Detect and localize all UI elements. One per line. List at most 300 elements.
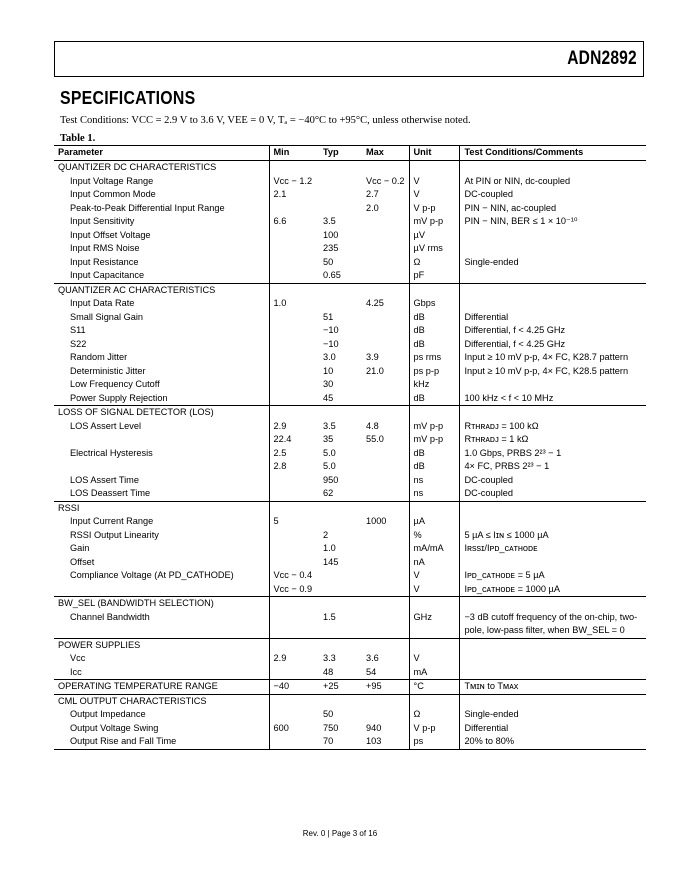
cell-typ [319,161,362,175]
cell-unit [409,501,460,515]
cell-max [362,229,409,243]
cell-unit: V p-p [409,202,460,216]
cell-unit: mV p-p [409,433,460,447]
cell-typ: 30 [323,379,334,389]
section-row [54,680,646,695]
cell-min [269,324,319,338]
cell-typ: −10 [323,338,339,349]
section-title-cell: RSSI [54,501,269,515]
cell-comments [460,406,646,420]
cell-parameter: S22 [70,338,87,349]
cell-min [269,694,319,708]
section-row [54,597,646,611]
cell-parameter: S11 [70,325,86,335]
cell-typ: 950 [323,474,339,485]
cell-min [269,351,319,365]
cell-typ [319,583,362,597]
table-row [54,311,646,325]
cell-comments [460,297,646,311]
cell-max: 3.9 [365,352,379,362]
cell-min: 22.4 [269,433,319,447]
cell-comments: 20% to 80% [460,735,646,749]
table-row [54,652,646,666]
cell-unit: V [409,175,460,189]
cell-typ: 100 [323,229,339,240]
cell-min: 2.8 [269,460,319,474]
cell-comments: Single-ended [460,256,646,270]
cell-parameter: LOS Assert Level [70,420,141,431]
cell-max: Vᴄᴄ − 0.2 [365,175,405,186]
cell-min [269,365,319,379]
cell-typ: 50 [323,256,334,267]
cell-max: 2.7 [365,189,379,199]
cell-max: 3.6 [365,653,379,663]
table-row [54,708,646,722]
table-row [54,229,646,243]
header-unit: Unit [409,146,460,161]
cell-max [362,378,409,392]
cell-comments: 4× FC, PRBS 2²³ − 1 [460,460,646,474]
cell-parameter: LOS Assert Time [70,474,139,485]
page-footer: Rev. 0 | Page 3 of 16 [302,829,378,838]
cell-min [269,556,319,570]
section-title-cell: QUANTIZER DC CHARACTERISTICS [54,161,269,175]
section-title-cell: LOSS OF SIGNAL DETECTOR (LOS) [54,406,269,420]
table-row [54,256,646,270]
cell-typ [319,638,362,652]
cell-unit [409,638,460,652]
cell-parameter: Compliance Voltage (At PD_CATHODE) [70,570,234,580]
table-row [54,460,646,474]
cell-comments [460,666,646,680]
cell-parameter: Low Frequency Cutoff [70,379,160,389]
cell-parameter: Output Rise and Fall Time [54,735,269,749]
cell-min: −40 [269,680,319,695]
cell-min: Vᴄᴄ − 0.4 [269,569,319,583]
cell-min [269,202,319,216]
cell-comments: −3 dB cutoff frequency of the on-chip, two-pole, low-pass filter, when BW_SEL = 0 [460,611,646,639]
cell-typ: 3.3 [323,653,336,663]
cell-typ: 51 [323,311,334,322]
cell-max [362,638,409,652]
cell-min [269,708,319,722]
cell-unit: pF [409,269,460,283]
cell-parameter: Channel Bandwidth [70,611,150,622]
cell-parameter: Input RMS Noise [70,243,140,253]
cell-min [269,501,319,515]
cell-comments: 5 µA ≤ Iɪɴ ≤ 1000 µA [460,529,646,543]
cell-min [269,529,319,543]
cell-max [362,569,409,583]
cell-typ: 3.0 [323,352,336,362]
cell-unit: ps p-p [409,365,460,379]
cell-comments: PIN − NIN, BER ≤ 1 × 10⁻¹⁰ [460,215,646,229]
cell-min: Vᴄᴄ − 1.2 [269,175,319,189]
cell-min [269,611,319,639]
cell-unit [409,406,460,420]
cell-min [269,638,319,652]
cell-comments: Tᴍɪɴ to Tᴍᴀx [460,680,646,695]
cell-comments: Differential [460,722,646,736]
table-row [54,175,646,189]
cell-comments: Differential, f < 4.25 GHz [460,338,646,352]
cell-min: 6.6 [269,215,319,229]
cell-max: 55.0 [365,434,384,444]
table-row [54,487,646,501]
cell-parameter: Input Current Range [70,516,154,526]
table-row [54,433,646,447]
table-row [54,722,646,736]
cell-unit: Ω [409,708,460,722]
cell-unit: ns [409,487,460,501]
cell-unit: dB [409,392,460,406]
cell-min [269,242,319,256]
cell-max [362,583,409,597]
cell-typ [319,188,362,202]
cell-comments [460,229,646,243]
cell-max [362,708,409,722]
cell-min [269,256,319,270]
cell-min [269,229,319,243]
cell-parameter: Input Resistance [70,256,139,267]
section-row [54,283,646,297]
cell-unit: V [409,188,460,202]
cell-typ: 5.0 [323,461,336,471]
cell-comments: Iᴘᴅ_ᴄᴀᴛʜᴏᴅᴇ = 5 µA [460,569,646,583]
cell-unit [409,597,460,611]
cell-max [362,269,409,283]
cell-max: 2.0 [365,202,379,213]
cell-comments [460,242,646,256]
cell-max [362,529,409,543]
cell-min [269,406,319,420]
cell-max: 4.8 [365,420,379,431]
section-title-cell: QUANTIZER AC CHARACTERISTICS [54,283,269,297]
cell-min [269,392,319,406]
cell-max [362,242,409,256]
cell-unit: dB [409,338,460,352]
cell-comments [460,556,646,570]
cell-unit: Gbps [409,297,460,311]
section-row [54,638,646,652]
header-comments: Test Conditions/Comments [460,146,646,161]
test-conditions: Test Conditions: VCC = 2.9 V to 3.6 V, VEE = 0 V, Tₐ = −40°C to +95°C, unless otherwise noted. [60,115,471,126]
cell-max [362,311,409,325]
cell-max: +95 [362,680,409,695]
cell-unit: ns [409,474,460,488]
cell-parameter: Peak-to-Peak Differential Input Range [70,202,225,213]
cell-unit: mV p-p [409,215,460,229]
cell-unit: V p-p [409,722,460,736]
cell-typ: 35 [323,434,334,444]
cell-unit: °C [409,680,460,695]
cell-unit [409,694,460,708]
cell-typ: 50 [323,709,334,719]
header-parameter: Parameter [54,146,269,161]
cell-parameter: Output Impedance [70,709,146,719]
cell-typ [319,569,362,583]
cell-comments [460,378,646,392]
cell-parameter: Input Data Rate [70,298,135,308]
cell-parameter: Iᴄᴄ [70,666,82,677]
cell-min [269,735,319,749]
cell-unit: kHz [409,378,460,392]
cell-unit: V [409,569,460,583]
cell-typ: −10 [323,325,339,335]
cell-min [269,597,319,611]
cell-typ: 3.5 [323,420,336,431]
cell-unit: % [409,529,460,543]
cell-comments: PIN − NIN, ac-coupled [460,202,646,216]
header-min: Min [269,146,319,161]
header-typ: Typ [319,146,362,161]
cell-max [362,406,409,420]
cell-parameter: LOS Deassert Time [70,488,151,498]
cell-max [362,256,409,270]
cell-max [362,556,409,570]
cell-min: 5 [269,515,319,529]
cell-unit: ps [409,735,460,749]
cell-parameter: Vᴄᴄ [70,653,86,663]
table-row [54,420,646,434]
cell-min [269,666,319,680]
cell-parameter: RSSI Output Linearity [70,529,159,540]
cell-comments: Rᴛʜʀᴀᴅᴊ = 100 kΩ [460,420,646,434]
cell-max: 940 [365,722,382,733]
cell-unit: dB [409,311,460,325]
cell-comments [460,501,646,515]
table-row [54,338,646,352]
cell-typ: 10 [323,365,334,376]
cell-parameter: Input Capacitance [70,270,145,280]
cell-parameter: Input Voltage Range [70,175,154,186]
cell-typ: 750 [323,722,339,733]
cell-parameter [54,433,269,447]
section-row [54,694,646,708]
table-row [54,666,646,680]
cell-max [362,215,409,229]
table-row [54,447,646,461]
cell-max: 21.0 [365,365,384,376]
cell-max: 1000 [365,516,387,526]
cell-typ [319,501,362,515]
cell-parameter [54,583,269,597]
table-row [54,242,646,256]
cell-min: 2.9 [269,420,319,434]
cell-typ [319,283,362,297]
cell-min [269,269,319,283]
cell-max [362,392,409,406]
section-title-cell: CML OUTPUT CHARACTERISTICS [54,694,269,708]
cell-typ: 48 [323,666,334,677]
section-title-cell: BW_SEL (BANDWIDTH SELECTION) [54,597,269,611]
cell-comments: Rᴛʜʀᴀᴅᴊ = 1 kΩ [460,433,646,447]
cell-min: Vᴄᴄ − 0.9 [269,583,319,597]
table-row [54,735,646,749]
cell-parameter: Input Sensitivity [70,216,135,226]
cell-parameter: Random Jitter [70,352,128,362]
cell-typ: 3.5 [323,216,336,226]
cell-max [362,611,409,639]
cell-parameter: Input Offset Voltage [70,229,151,240]
cell-max [362,447,409,461]
cell-comments [460,515,646,529]
cell-typ [319,202,362,216]
table-row [54,556,646,570]
cell-typ [319,694,362,708]
cell-min: 2.1 [269,188,319,202]
table-row [54,542,646,556]
table-row [54,515,646,529]
cell-parameter: Gain [70,543,90,553]
cell-unit: Ω [409,256,460,270]
section-title-cell: OPERATING TEMPERATURE RANGE [54,680,269,695]
table-row [54,215,646,229]
cell-unit: dB [409,460,460,474]
cell-unit: mA [409,666,460,680]
cell-comments: DC-coupled [460,474,646,488]
cell-max [362,161,409,175]
cell-max [362,324,409,338]
table-row [54,351,646,365]
cell-typ: 45 [323,392,334,403]
cell-comments: Input ≥ 10 mV p-p, 4× FC, K28.5 pattern [460,365,646,379]
cell-comments: Input ≥ 10 mV p-p, 4× FC, K28.7 pattern [460,351,646,365]
cell-max [362,501,409,515]
cell-comments: Single-ended [460,708,646,722]
cell-unit: µV [409,229,460,243]
table-row [54,474,646,488]
cell-typ [319,175,362,189]
cell-unit: GHz [409,611,460,639]
cell-max [362,338,409,352]
cell-comments: Iʀssɪ/Iᴘᴅ_ᴄᴀᴛʜᴏᴅᴇ [460,542,646,556]
header-max: Max [362,146,409,161]
cell-max: 54 [365,666,377,677]
cell-typ: 70 [319,735,362,749]
cell-parameter: Electrical Hysteresis [70,447,153,458]
cell-min: 600 [269,722,319,736]
table-row [54,297,646,311]
cell-unit: nA [409,556,460,570]
header-box [54,41,644,77]
table-row [54,378,646,392]
cell-comments: 100 kHz < f < 10 MHz [460,392,646,406]
table-body [54,161,646,750]
cell-unit: µA [409,515,460,529]
cell-comments: Differential [460,311,646,325]
cell-typ [319,297,362,311]
cell-typ: 62 [323,488,334,498]
cell-typ: 1.5 [323,611,336,622]
cell-min [269,542,319,556]
cell-parameter: Offset [70,556,95,567]
cell-unit [409,283,460,297]
cell-parameter: Small Signal Gain [70,311,144,322]
section-row [54,501,646,515]
cell-max [362,597,409,611]
cell-max: 4.25 [365,298,384,308]
cell-parameter: Input Common Mode [70,189,156,199]
cell-typ [319,406,362,420]
cell-comments [460,638,646,652]
cell-unit [409,161,460,175]
table-row [54,611,646,639]
cell-typ: +25 [319,680,362,695]
table-row [54,365,646,379]
cell-parameter: Deterministic Jitter [70,365,146,376]
cell-comments [460,269,646,283]
table-row [54,188,646,202]
table-row [54,583,646,597]
cell-comments: At PIN or NIN, dc-coupled [460,175,646,189]
cell-min [269,487,319,501]
cell-comments: Iᴘᴅ_ᴄᴀᴛʜᴏᴅᴇ = 1000 µA [460,583,646,597]
cell-max [362,460,409,474]
cell-typ: 145 [323,556,339,567]
cell-unit: V [409,652,460,666]
cell-typ: 235 [323,243,339,253]
cell-min [269,378,319,392]
cell-comments [460,652,646,666]
cell-typ: 5.0 [323,447,336,458]
part-number: ADN2892 [567,48,637,69]
table-row [54,202,646,216]
cell-unit: mA/mA [409,542,460,556]
cell-min [269,474,319,488]
table-caption: Table 1. [60,133,96,144]
cell-max: 103 [362,735,409,749]
cell-max [362,487,409,501]
table-row [54,392,646,406]
table-row [54,529,646,543]
table-row [54,269,646,283]
table-row [54,324,646,338]
cell-parameter [54,460,269,474]
section-row [54,161,646,175]
section-title-cell: POWER SUPPLIES [54,638,269,652]
cell-unit: mV p-p [409,420,460,434]
cell-min [269,311,319,325]
cell-typ [319,515,362,529]
section-row [54,406,646,420]
cell-typ: 0.65 [323,270,341,280]
table-row [54,569,646,583]
cell-min [269,283,319,297]
cell-comments: 1.0 Gbps, PRBS 2²³ − 1 [460,447,646,461]
cell-parameter: Output Voltage Swing [70,722,159,733]
specifications-table [54,145,646,750]
cell-min: 2.9 [269,652,319,666]
table-header-row [54,146,646,161]
cell-comments [460,597,646,611]
cell-unit: dB [409,447,460,461]
cell-typ: 2 [323,529,329,540]
cell-max [362,542,409,556]
cell-max [362,283,409,297]
cell-min [269,338,319,352]
section-title: SPECIFICATIONS [60,88,196,108]
cell-comments [460,161,646,175]
cell-typ [319,597,362,611]
cell-comments: Differential, f < 4.25 GHz [460,324,646,338]
cell-min [269,161,319,175]
cell-comments [460,694,646,708]
cell-min: 1.0 [269,297,319,311]
cell-comments [460,283,646,297]
cell-unit: V [409,583,460,597]
cell-max [362,474,409,488]
